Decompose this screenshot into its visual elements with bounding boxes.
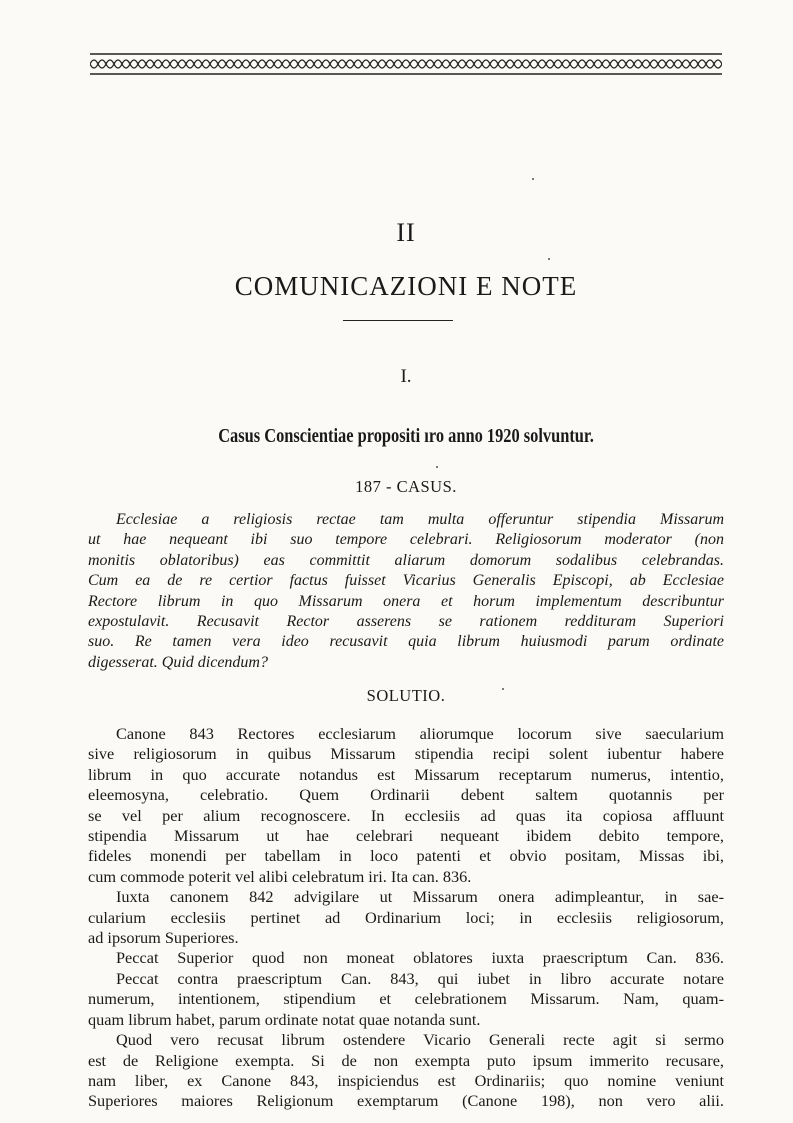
subsection-number: I. [400, 366, 412, 387]
solutio-line: quam librum habet, parum ordinate notat quae notanda sunt. [88, 1009, 481, 1029]
print-speck [502, 688, 504, 690]
print-speck [436, 466, 438, 468]
casus-paragraph [88, 510, 724, 673]
casus-line: digesserat. Quid dicendum? [88, 653, 268, 671]
casus-line: Ecclesiae a religiosis rectae tam multa offeruntur stipendia Missarum [116, 511, 724, 528]
print-speck [532, 178, 534, 180]
solutio-line: sive religiosorum in quibus Missarum stipendia recipi solent iubentur habere [88, 744, 724, 764]
solutio-line: se vel per alium recognoscere. In ecclesiis ad quas ita copiosa affluunt [88, 805, 724, 825]
solutio-line: librum in quo accurate notandus est Missarum receptarum numerus, intentio, [88, 764, 724, 784]
decorative-border-ornament [90, 52, 722, 76]
solutio-line: eleemosyna, celebratio. Quem Ordinarii debent saltem quotannis per [88, 785, 724, 805]
section-number: II [396, 218, 416, 247]
casus-line: expostulavit. Recusavit Rector asserens se rationem reddituram Superiori [88, 613, 724, 631]
solutio-line: nam liber, ex Canone 843, inspiciendus est Ordinariis; quo nomine veniunt [88, 1070, 724, 1090]
solutio-line: numerum, intentionem, stipendium et celebrationem Missarum. Nam, quam- [88, 989, 724, 1009]
solutio-line: Quod vero recusat librum ostendere Vicario Generali recte agit si sermo [116, 1030, 724, 1050]
casus-line: ut hae nequeant ibi suo tempore celebrari. Religiosorum moderator (non [88, 531, 724, 549]
casus-line: monitis oblatoribus) eas committit aliarum domorum sodalibus celebrandas. [88, 551, 724, 569]
solutio-line: stipendia Missarum ut hae celebrari nequeant ibidem debito tempore, [88, 826, 724, 846]
solutio-line: Superiores maiores Religionum exemptarum (Canone 198), non vero alii. [88, 1091, 724, 1111]
solutio-line: fideles monendi per tabellam in loco patenti et obvio positam, Missas ibi, [88, 846, 724, 866]
section-title: COMUNICAZIONI E NOTE [234, 271, 578, 301]
solutio-line: Peccat contra praescriptum Can. 843, qui iubet in libro accurate notare [116, 968, 724, 988]
solutio-heading: SOLUTIO. [366, 686, 446, 705]
casus-line: Cum ea de re certior factus fuisset Vicarius Generalis Episcopi, ab Ecclesiae [88, 572, 724, 590]
casus-line: Rectore librum in quo Missarum onera et horum implementum describuntur [88, 592, 724, 610]
solutio-line: Iuxta canonem 842 advigilare ut Missarum onera adimpleantur, in sae- [116, 887, 724, 907]
print-speck [548, 258, 550, 260]
casus-line: suo. Re tamen vera ideo recusavit quia librum huiusmodi parum ordinate [88, 633, 724, 651]
solutio-body [88, 724, 724, 1112]
subsection-title: Casus Conscientiae propositi ıro anno 1920 solvuntur. [218, 425, 594, 447]
solutio-line: Canone 843 Rectores ecclesiarum aliorumque locorum sive saecularium [116, 724, 724, 743]
solutio-line: est de Religione exempta. Si de non exempta puto ipsum immerito recusare, [88, 1050, 724, 1070]
casus-heading: 187 - CASUS. [355, 477, 457, 496]
solutio-line: cularium ecclesiis pertinet ad Ordinarium loci; in ecclesiis religiosorum, [88, 907, 724, 927]
solutio-line: ad ipsorum Superiores. [88, 928, 239, 948]
solutio-line: Peccat Superior quod non moneat oblatores iuxta praescriptum Can. 836. [116, 948, 724, 968]
title-divider [343, 320, 453, 321]
solutio-line: cum commode poterit vel alibi celebratum iri. Ita can. 836. [88, 866, 472, 886]
